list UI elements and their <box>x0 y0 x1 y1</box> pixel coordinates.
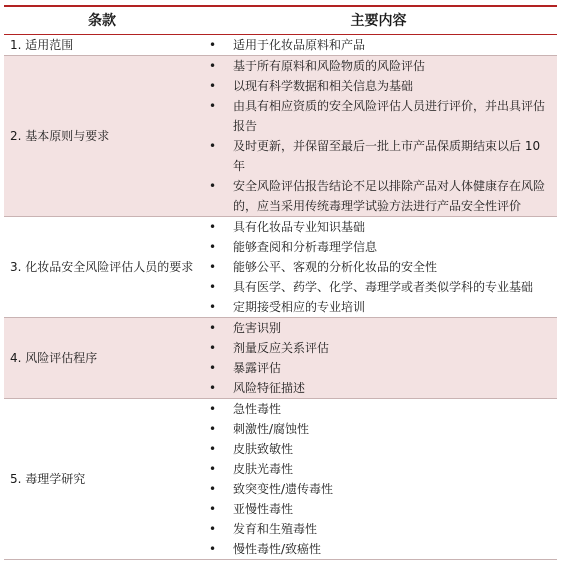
bullet-icon: • <box>208 522 217 536</box>
list-item: • 风险特征描述 <box>200 378 557 398</box>
list-item: • 定期接受相应的专业培训 <box>200 297 557 317</box>
bullet-icon: • <box>208 38 217 52</box>
list-item: • 剂量反应关系评估 <box>200 338 557 358</box>
row-term: 2. 基本原则与要求 <box>10 129 110 143</box>
table-row <box>4 399 557 560</box>
table-row <box>4 318 557 399</box>
header-clause: 条款 <box>88 13 116 29</box>
list-item: • 致突变性/遗传毒性 <box>200 479 557 499</box>
list-item: • 基于所有原料和风险物质的风险评估 <box>200 56 557 76</box>
bullet-icon: • <box>208 341 217 355</box>
table-row <box>4 56 557 217</box>
list-item: • 亚慢性毒性 <box>200 499 557 519</box>
bullet-icon: • <box>208 462 217 476</box>
bullet-icon: • <box>208 381 217 395</box>
bullet-icon: • <box>208 240 217 254</box>
bullet-icon: • <box>208 482 217 496</box>
list-item: • 适用于化妆品原料和产品 <box>200 35 557 55</box>
header-content: 主要内容 <box>350 13 407 29</box>
row-term: 3. 化妆品安全风险评估人员的要求 <box>10 260 194 274</box>
list-item: • 能够公平、客观的分析化妆品的安全性 <box>200 257 557 277</box>
list-item: • 及时更新，并保留至最后一批上市产品保质期结束以后 10 年 <box>200 136 557 176</box>
bullet-icon: • <box>208 79 217 93</box>
list-item: • 安全风险评估报告结论不足以排除产品对人体健康存在风险的，应当采用传统毒理学试验方法进行产品安全性评价 <box>200 176 557 216</box>
list-item: • 急性毒性 <box>200 399 557 419</box>
table-row <box>4 35 557 56</box>
list-item: • 危害识别 <box>200 318 557 338</box>
table-header <box>4 9 557 35</box>
bullet-icon: • <box>208 260 217 274</box>
row-term: 5. 毒理学研究 <box>10 472 86 486</box>
table-row <box>4 217 557 318</box>
row-items <box>200 35 557 55</box>
list-item: • 暴露评估 <box>200 358 557 378</box>
top-rule <box>4 5 557 7</box>
bullet-icon: • <box>208 422 217 436</box>
list-item: • 发育和生殖毒性 <box>200 519 557 539</box>
row-items <box>200 318 557 398</box>
list-item: • 具有化妆品专业知识基础 <box>200 217 557 237</box>
row-items <box>200 399 557 559</box>
bullet-icon: • <box>208 321 217 335</box>
bullet-icon: • <box>208 179 217 193</box>
bullet-icon: • <box>208 361 217 375</box>
row-term: 4. 风险评估程序 <box>10 351 98 365</box>
list-item: • 由具有相应资质的安全风险评估人员进行评价，并出具评估报告 <box>200 96 557 136</box>
regulation-table <box>4 5 557 560</box>
list-item: • 皮肤光毒性 <box>200 459 557 479</box>
list-item: • 能够查阅和分析毒理学信息 <box>200 237 557 257</box>
bullet-icon: • <box>208 139 217 153</box>
bullet-icon: • <box>208 442 217 456</box>
list-item: • 以现有科学数据和相关信息为基础 <box>200 76 557 96</box>
bullet-icon: • <box>208 220 217 234</box>
row-term: 1. 适用范围 <box>10 38 74 52</box>
list-item: • 皮肤致敏性 <box>200 439 557 459</box>
list-item: • 刺激性/腐蚀性 <box>200 419 557 439</box>
list-item: • 具有医学、药学、化学、毒理学或者类似学科的专业基础 <box>200 277 557 297</box>
bullet-icon: • <box>208 99 217 113</box>
bullet-icon: • <box>208 542 217 556</box>
row-items <box>200 217 557 317</box>
bullet-icon: • <box>208 402 217 416</box>
row-items <box>200 56 557 216</box>
bullet-icon: • <box>208 280 217 294</box>
bullet-icon: • <box>208 300 217 314</box>
bullet-icon: • <box>208 502 217 516</box>
list-item: • 慢性毒性/致癌性 <box>200 539 557 559</box>
bullet-icon: • <box>208 59 217 73</box>
